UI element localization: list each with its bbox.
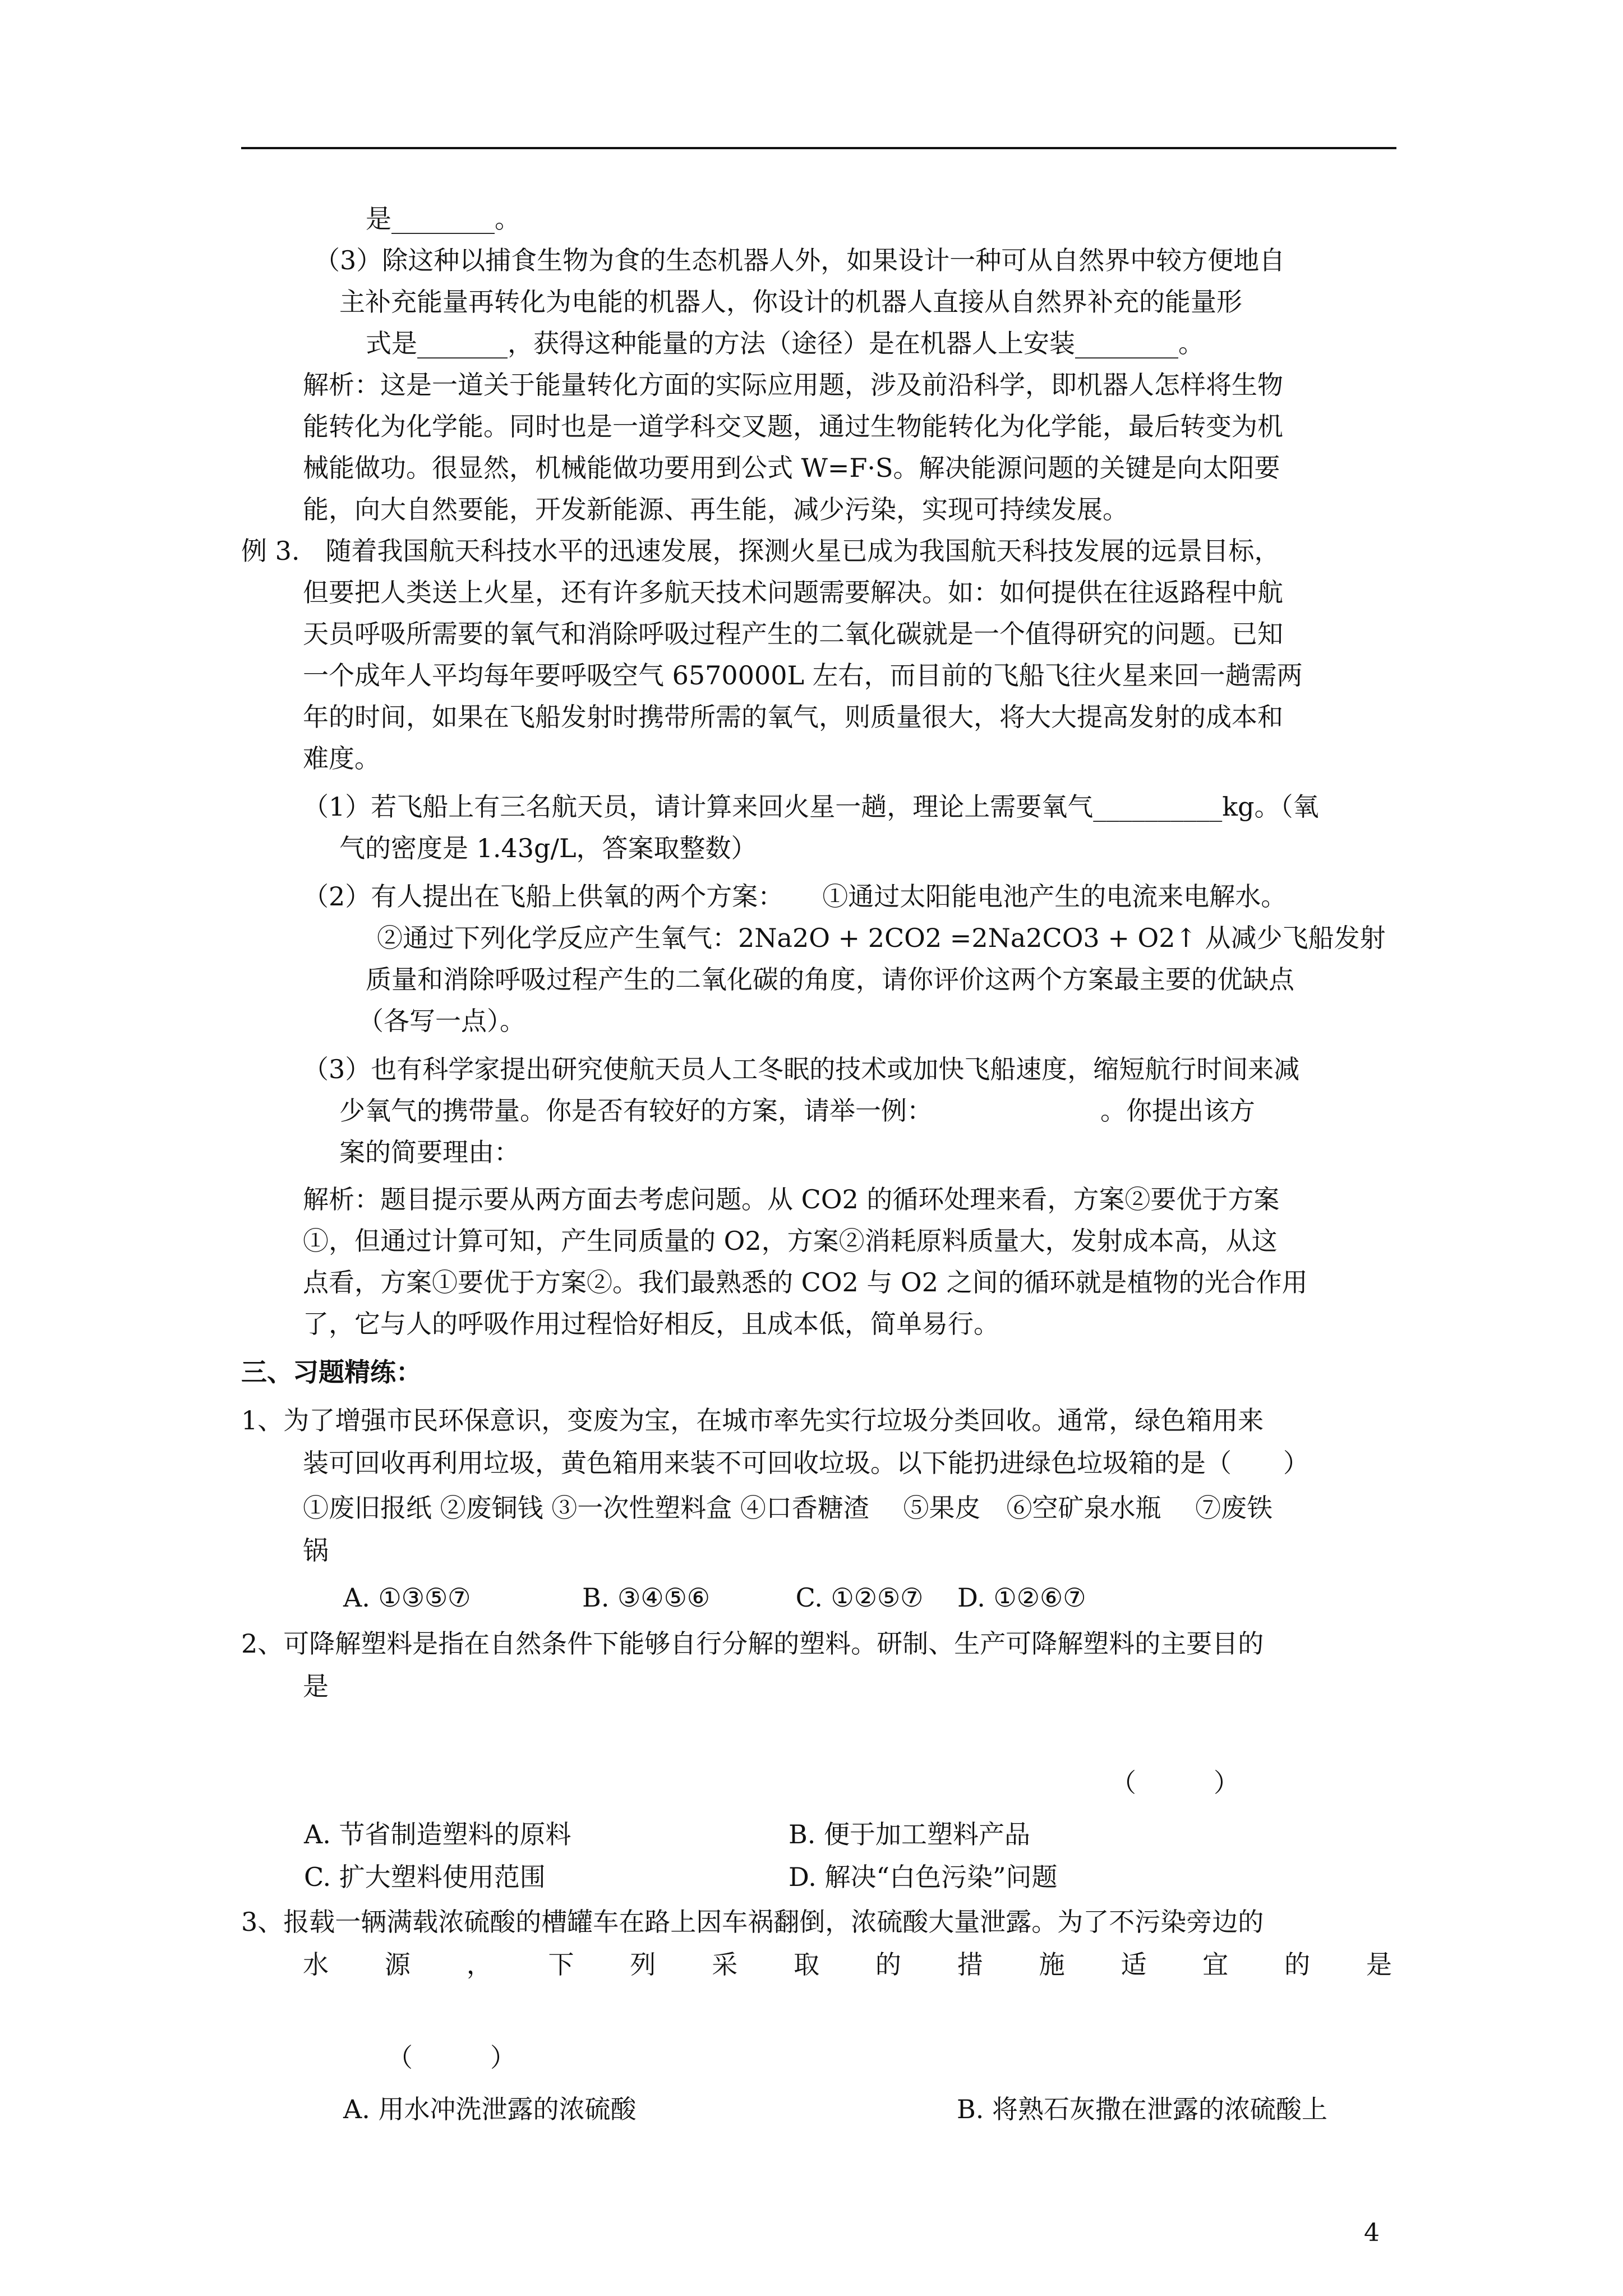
char: 宜: [1202, 1949, 1229, 1980]
section-heading: 三、习题精练：: [241, 1357, 422, 1387]
options-line: ①废旧报纸 ②废铜钱 ③一次性塑料盒 ④口香糖渣 ⑤果皮 ⑥空矿泉水瓶 ⑦废铁: [303, 1493, 1273, 1523]
exercise-line: 2、可降解塑料是指在自然条件下能够自行分解的塑料。研制、生产可降解塑料的主要目的: [241, 1628, 1264, 1659]
char: 施: [1039, 1949, 1065, 1980]
answer-bracket: （ ）: [1110, 1768, 1239, 1798]
text-line: 但要把人类送上火星，还有许多航天技术问题需要解决。如：如何提供在往返路程中航: [303, 577, 1283, 608]
text-line: 是________。: [366, 204, 520, 234]
option-a: A. 用水冲洗泄露的浓硫酸: [343, 2094, 637, 2124]
example-heading-line: 例 3. 随着我国航天科技水平的迅速发展，探测火星已成为我国航天科技发展的远景目标，: [241, 536, 1280, 566]
text-line: 年的时间，如果在飞船发射时携带所需的氧气，则质量很大，将大大提高发射的成本和: [303, 702, 1283, 732]
text-line: 气的密度是 1.43g/L，答案取整数）: [339, 833, 757, 863]
text-line: ①，但通过计算可知，产生同质量的 O2，方案②消耗原料质量大，发射成本高，从这: [303, 1226, 1278, 1256]
text-line: 能转化为化学能。同时也是一道学科交叉题，通过生物能转化为化学能，最后转变为机: [303, 411, 1283, 441]
char: 水: [303, 1949, 329, 1980]
answer-bracket: （ ）: [387, 2042, 516, 2073]
question-line: （2）有人提出在飞船上供氧的两个方案： ①通过太阳能电池产生的电流来电解水。: [303, 881, 1287, 912]
question-line: （3）也有科学家提出研究使航天员人工冬眠的技术或加快飞船速度，缩短航行时间来减: [303, 1054, 1300, 1084]
text-line: 点看，方案①要优于方案②。我们最熟悉的 CO2 与 O2 之间的循环就是植物的光合作用: [303, 1267, 1308, 1297]
option-a: A. 节省制造塑料的原料: [304, 1819, 571, 1849]
answer-options-line: A. ①③⑤⑦ B. ③④⑤⑥ C. ①②⑤⑦ D. ①②⑥⑦: [343, 1582, 1086, 1613]
text-line: 一个成年人平均每年要呼吸空气 6570000L 左右，而目前的飞船飞往火星来回一趟需两: [303, 660, 1303, 691]
text-line: ②通过下列化学反应产生氧气：2Na2O + 2CO2 =2Na2CO3 + O2↑ 从减少飞船发射: [377, 923, 1386, 953]
text-line: 械能做功。很显然，机械能做功要用到公式 W=F·S。解决能源问题的关键是向太阳要: [303, 453, 1280, 483]
char: 的: [875, 1949, 901, 1980]
question-line: （1）若飞船上有三名航天员，请计算来回火星一趟，理论上需要氧气__________kg。（氧: [303, 792, 1319, 822]
text-line: （各写一点）。: [358, 1006, 525, 1036]
exercise-line: 1、为了增强市民环保意识，变废为宝，在城市率先实行垃圾分类回收。通常，绿色箱用来: [241, 1405, 1264, 1435]
option-d: D. 解决“白色污染”问题: [789, 1862, 1058, 1892]
char: 措: [957, 1949, 983, 1980]
option-b: B. 将熟石灰撒在泄露的浓硫酸上: [957, 2094, 1328, 2124]
char: 列: [630, 1949, 656, 1980]
text-line: 主补充能量再转化为电能的机器人，你设计的机器人直接从自然界补充的能量形: [339, 287, 1242, 317]
text-line: 锅: [303, 1535, 329, 1566]
analysis-line: 解析：这是一道关于能量转化方面的实际应用题，涉及前沿科学，即机器人怎样将生物: [303, 370, 1283, 400]
text-line: 能，向大自然要能，开发新能源、再生能，减少污染，实现可持续发展。: [303, 494, 1128, 524]
char: 是: [1366, 1949, 1392, 1980]
text-line: 难度。: [303, 743, 380, 774]
text-line: 是: [303, 1671, 329, 1701]
text-line: 了，它与人的呼吸作用过程恰好相反，且成本低，简单易行。: [303, 1309, 999, 1339]
char: 的: [1284, 1949, 1311, 1980]
char: 源: [384, 1949, 411, 1980]
header-rule: [241, 147, 1396, 149]
char: ，: [466, 1949, 492, 1980]
char: 取: [794, 1949, 820, 1980]
exercise-line: 3、报载一辆满载浓硫酸的槽罐车在路上因车祸翻倒，浓硫酸大量泄露。为了不污染旁边的: [241, 1907, 1264, 1937]
text-line: 案的简要理由：: [339, 1137, 520, 1167]
text-line: 式是_______，获得这种能量的方法（途径）是在机器人上安装________。: [366, 328, 1204, 358]
text-line: 装可回收再利用垃圾，黄色箱用来装不可回收垃圾。以下能扔进绿色垃圾箱的是（ ）: [303, 1448, 1309, 1478]
analysis-line: 解析：题目提示要从两方面去考虑问题。从 CO2 的循环处理来看，方案②要优于方案: [303, 1184, 1280, 1214]
text-line: 天员呼吸所需要的氧气和消除呼吸过程产生的二氧化碳就是一个值得研究的问题。已知: [303, 619, 1283, 649]
char: 适: [1121, 1949, 1147, 1980]
char: 下: [548, 1949, 574, 1980]
option-c: C. 扩大塑料使用范围: [304, 1862, 546, 1892]
char: 采: [712, 1949, 738, 1980]
question-line: （3）除这种以捕食生物为食的生态机器人外，如果设计一种可从自然界中较方便地自: [314, 245, 1285, 275]
text-line: 质量和消除呼吸过程产生的二氧化碳的角度，请你评价这两个方案最主要的优缺点: [366, 964, 1294, 995]
justified-line: [303, 1947, 1392, 1982]
option-b: B. 便于加工塑料产品: [789, 1819, 1031, 1849]
page-number: 4: [1364, 2219, 1380, 2247]
text-line: 少氧气的携带量。你是否有较好的方案，请举一例： 。你提出该方: [339, 1096, 1255, 1126]
